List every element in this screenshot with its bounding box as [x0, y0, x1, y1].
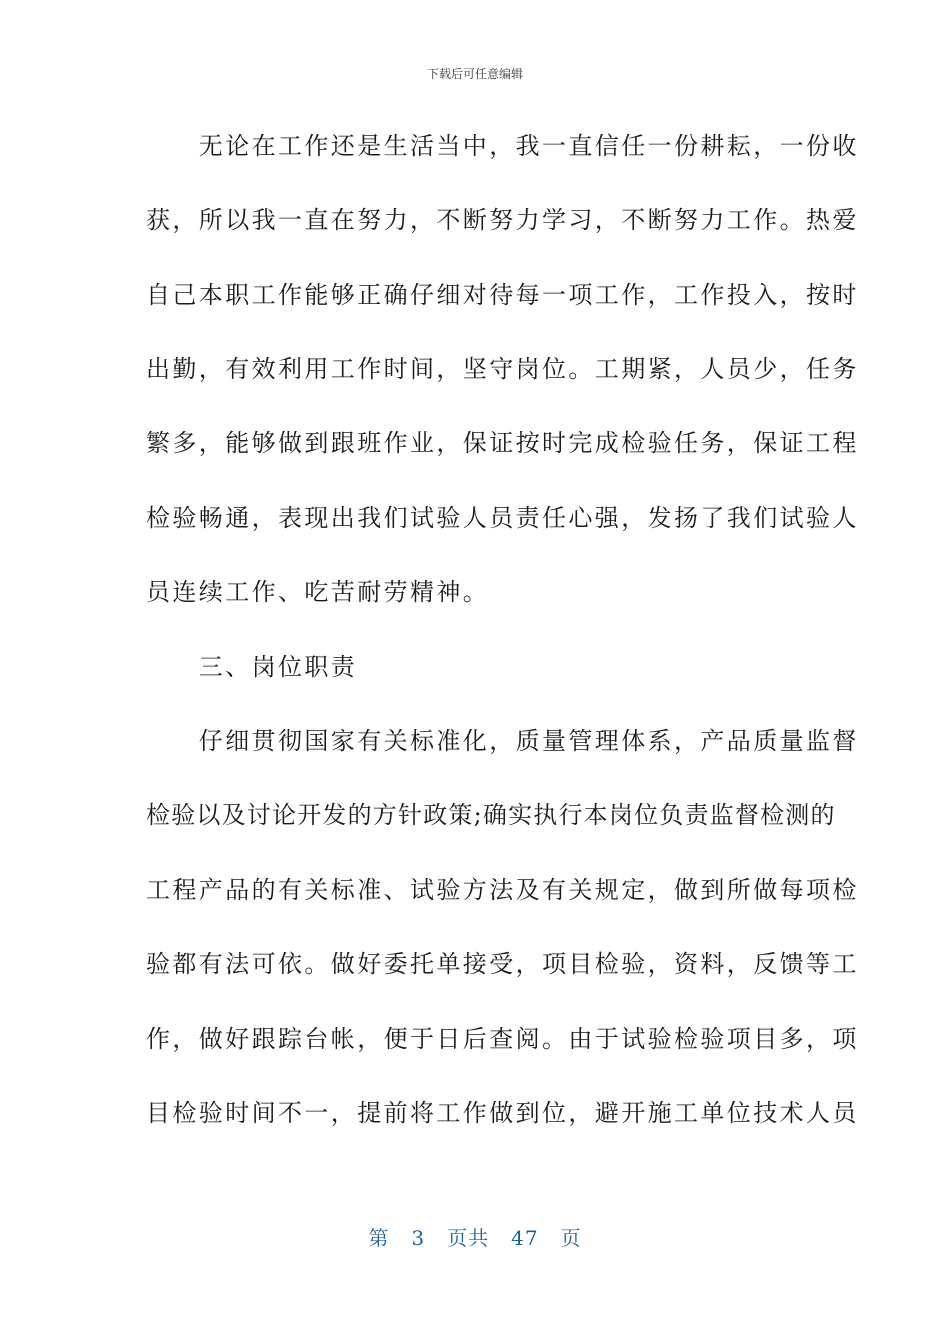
text-line: 获，所以我一直在努力，不断努力学习，不断努力工作。热爱 [146, 206, 859, 234]
total-pages-number: 47 [511, 1226, 539, 1250]
current-page-number: 3 [411, 1226, 426, 1250]
text-line: 仔细贯彻国家有关标准化，质量管理体系，产品质量监督 [146, 727, 859, 755]
text-line: 无论在工作还是生活当中，我一直信任一份耕耘，一份收 [146, 132, 859, 160]
text-line: 检验畅通，表现出我们试验人员责任心强，发扬了我们试验人 [146, 504, 859, 532]
footer-middle: 页共 [447, 1226, 490, 1250]
footer-suffix: 页 [560, 1226, 582, 1250]
text-line: 验都有法可依。做好委托单接受，项目检验，资料，反馈等工 [146, 950, 859, 978]
text-line: 检验以及讨论开发的方针政策;确实执行本岗位负责监督检测的 [146, 801, 836, 829]
section-heading: 三、岗位职责 [146, 653, 358, 681]
text-line: 出勤，有效利用工作时间，坚守岗位。工期紧，人员少，任务 [146, 355, 859, 383]
text-line: 员连续工作、吃苦耐劳精神。 [146, 578, 490, 606]
text-line: 自己本职工作能够正确仔细对待每一项工作，工作投入，按时 [146, 281, 859, 309]
text-line: 工程产品的有关标准、试验方法及有关规定，做到所做每项检 [146, 876, 859, 904]
text-line: 目检验时间不一，提前将工作做到位，避开施工单位技术人员 [146, 1099, 859, 1127]
page-footer [0, 1226, 950, 1250]
text-line: 繁多，能够做到跟班作业，保证按时完成检验任务，保证工程 [146, 429, 859, 457]
text-line: 作，做好跟踪台帐，便于日后查阅。由于试验检验项目多，项 [146, 1025, 859, 1053]
page-header: 下载后可任意编辑 [426, 67, 523, 81]
footer-prefix: 第 [368, 1226, 390, 1250]
